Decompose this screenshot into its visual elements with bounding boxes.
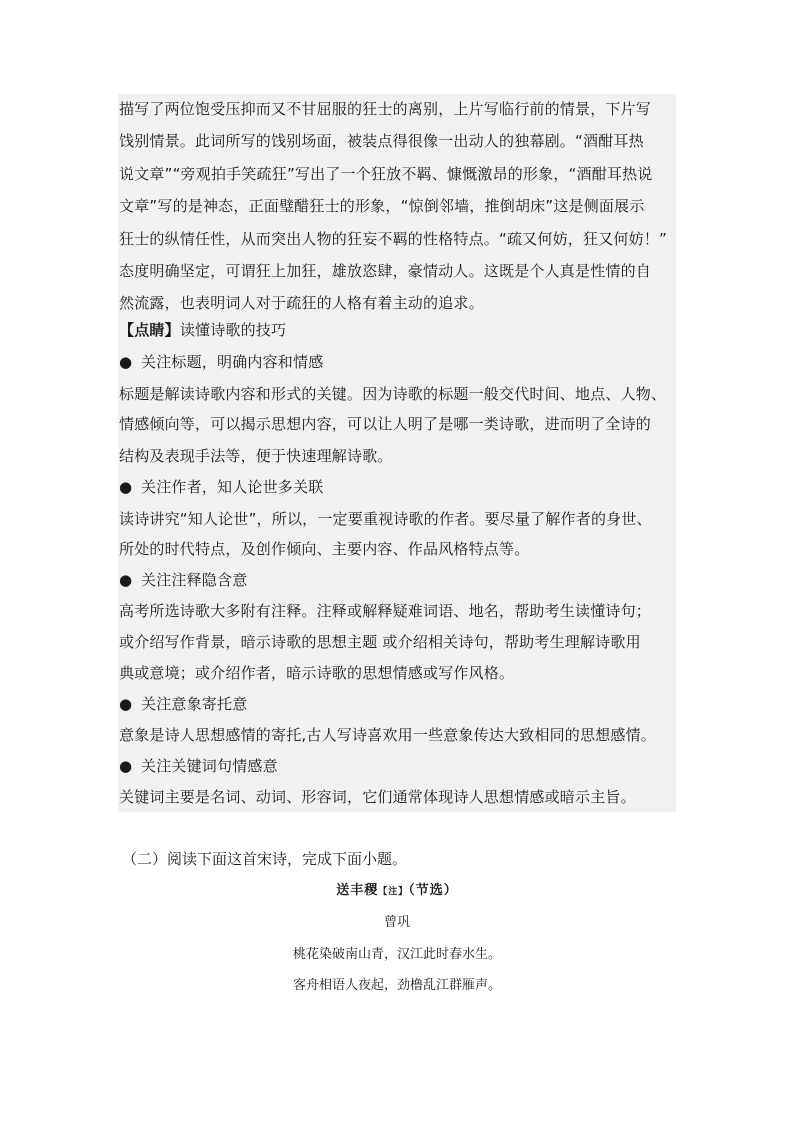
poem-excerpt-label: （节选） [408,883,458,898]
analysis-line: 描写了两位饱受压抑而又不甘屈服的狂士的离别，上片写临行前的情景，下片写 [119,100,652,118]
poem-line: 客舟相语人夜起，劲橹乱江群雁声。 [292,978,501,993]
analysis-line: 态度明确坚定，可谓狂上加狂，雄放恣肆，豪情动人。这既是个人真是性情的自 [119,262,652,280]
point-heading-text: 关注关键词句情感意 [141,757,278,775]
analysis-line: 文章”写的是神态，正面璧醋狂士的形象，“惊倒邻墙，推倒胡床”这是侧面展示 [119,197,645,215]
analysis-line: 饯别情景。此词所写的饯别场面，被装点得很像一出动人的独幕剧。“酒酣耳热 [119,132,644,150]
bullet-icon: ● [119,757,133,775]
analysis-line: 然流露，也表明词人对于疏狂的人格有着主动的追求。 [119,294,484,312]
point-body-line: 读诗讲究“知人论世”，所以，一定要重视诗歌的作者。要尽量了解作者的身世、 [119,510,652,528]
bullet-icon: ● [119,353,133,371]
tip-heading [119,320,679,340]
point-heading [119,694,679,714]
poem-line: 桃花染破南山青，汉江此时春水生。 [292,947,501,962]
analysis-line: 说文章”“旁观拍手笑疏狂”写出了一个狂放不羁、慷慨激昂的形象，“酒酣耳热说 [119,165,653,183]
point-body-line: 关键词主要是名词、动词、形容词，它们通常体现诗人思想情感或暗示主旨。 [119,788,636,806]
point-body-line: 所处的时代特点，及创作倾向、主要内容、作品风格特点等。 [119,540,530,558]
point-body-line: 结构及表现手法等，便于快速理解诗歌。 [119,447,393,465]
point-heading [119,570,679,590]
bullet-icon: ● [119,571,133,589]
tip-label: 【点睛】 [119,321,180,339]
point-body-line: 高考所选诗歌大多附有注释。注释或解释疑难词语、地名，帮助考生读懂诗句； [119,602,652,620]
section-title: （二）阅读下面这首宋诗，完成下面小题。 [122,850,408,868]
tip-title: 读懂诗歌的技巧 [179,321,287,339]
poem-title-text: 送丰稷 [336,883,379,898]
analysis-line: 狂士的纵情任性，从而突出人物的狂妄不羁的性格特点。“疏又何妨，狂又何妨！” [119,230,667,248]
point-heading [119,756,679,776]
point-body-line: 情感倾向等，可以揭示思想内容，可以让人明了是哪一类诗歌，进而明了全诗的 [119,415,652,433]
bullet-icon: ● [119,695,133,713]
point-body-line: 标题是解读诗歌内容和形式的关键。因为诗歌的标题一般交代时间、地点、人物、 [119,385,667,403]
point-heading-text: 关注标题，明确内容和情感 [141,353,324,371]
point-heading-text: 关注注释隐含意 [141,571,248,589]
poem-note-marker: 【注】 [378,887,409,897]
point-heading [119,477,679,497]
poem-author: 曾巩 [383,915,410,930]
point-body-line: 或介绍写作背景，暗示诗歌的思想主题 或介绍相关诗句，帮助考生理解诗歌用 [119,633,641,651]
point-heading [119,352,679,372]
poem-title [0,882,794,901]
point-heading-text: 关注作者，知人论世多关联 [141,478,324,496]
bullet-icon: ● [119,478,133,496]
point-body-line: 意象是诗人思想感情的寄托,古人写诗喜欢用一些意象传达大致相同的思想感情。 [119,726,656,744]
point-body-line: 典或意境；或介绍作者，暗示诗歌的思想情感或写作风格。 [119,664,515,682]
point-heading-text: 关注意象寄托意 [141,695,248,713]
